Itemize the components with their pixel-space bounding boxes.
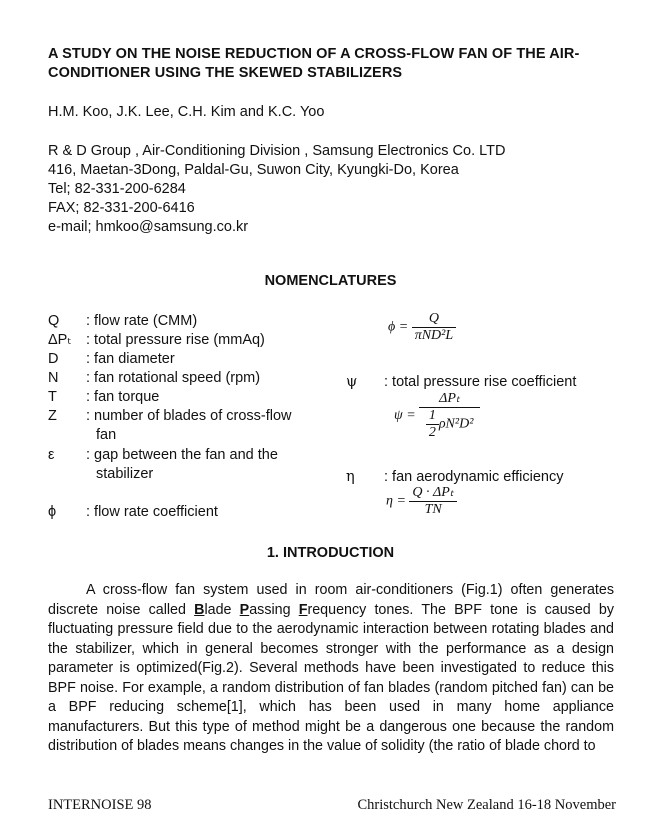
nom-desc: : number of blades of cross-flow xyxy=(86,408,292,424)
nom-desc: : total pressure rise coefficient xyxy=(384,374,577,390)
eta-numerator: Q · ΔPₜ xyxy=(409,485,457,502)
eta-formula xyxy=(386,485,457,518)
email-line: e-mail; hmkoo@samsung.co.kr xyxy=(48,219,249,235)
intro-text-lade: lade xyxy=(204,601,240,618)
intro-heading: 1. INTRODUCTION xyxy=(266,545,395,561)
intro-paragraph xyxy=(48,581,614,779)
eta-lhs: η = xyxy=(386,493,406,509)
intro-text-1: A cross-flow fan system used in room air-conditioners (Fig.1) often generates discrete noise called xyxy=(48,582,614,618)
nom-desc: : flow rate coefficient xyxy=(86,504,218,520)
nom-symbol: N xyxy=(48,370,59,386)
footer-conference: INTERNOISE 98 xyxy=(48,797,152,813)
nom-desc-cont: fan xyxy=(96,427,117,443)
nom-desc: : total pressure rise (mmAq) xyxy=(86,332,265,348)
nom-symbol: T xyxy=(48,389,57,405)
nom-symbol: D xyxy=(48,351,59,367)
psi-formula xyxy=(394,391,480,441)
half-denominator: 2 xyxy=(428,425,436,440)
eta-denominator: TN xyxy=(424,502,442,517)
phi-lhs: ϕ = xyxy=(388,319,409,335)
nom-desc: : fan diameter xyxy=(86,351,175,367)
phi-fraction xyxy=(412,311,456,344)
nom-desc: : fan aerodynamic efficiency xyxy=(384,469,564,485)
nom-symbol: Q xyxy=(48,313,60,329)
intro-text-2: requency tones. The BPF tone is caused by fluctuating pressure field due to the aerodynamic interaction between rotating blades and the stabilizer, which in general becomes stronger with the performance as a design parameter is optimized(Fig.2). Several methods have been investigated to reduce this BPF noise. For example, a random distribution of fan blades (random pitched fan) can be a BPF reducing scheme[1], which has been used in many home appliance manufacturers. But this type of method might be a dangerous one because the random distribution of blades means changes in the value of solidity (the ratio of blade chord to xyxy=(48,601,614,754)
nom-symbol: η xyxy=(346,469,355,485)
phi-formula xyxy=(388,311,456,344)
nom-symbol: ψ xyxy=(346,374,358,390)
fax-line: FAX; 82-331-200-6416 xyxy=(48,200,195,216)
phi-numerator: Q xyxy=(412,311,456,328)
nom-desc-cont: stabilizer xyxy=(96,466,154,482)
nom-desc: : gap between the fan and the xyxy=(86,447,278,463)
nom-symbol: ΔPₜ xyxy=(48,332,72,348)
nom-symbol: ε xyxy=(48,447,55,463)
psi-denominator-rest: ρN²D² xyxy=(438,416,474,432)
nom-symbol: ϕ xyxy=(48,504,57,520)
psi-denominator xyxy=(419,408,480,441)
half-numerator: 1 xyxy=(426,408,439,425)
psi-lhs: ψ = xyxy=(394,408,416,424)
phone-line: Tel; 82-331-200-6284 xyxy=(48,181,186,197)
psi-numerator: ΔPₜ xyxy=(419,391,480,408)
affiliation-line: R & D Group , Air-Conditioning Division , Samsung Electronics Co. LTD xyxy=(48,143,506,159)
nom-symbol: Z xyxy=(48,408,57,424)
intro-text-assing: assing xyxy=(249,601,299,618)
intro-acronym-p: P xyxy=(239,601,250,618)
nom-desc: : fan torque xyxy=(86,389,160,405)
paper-title: A STUDY ON THE NOISE REDUCTION OF A CROSS-FLOW FAN OF THE AIR-CONDITIONER USING THE SKEWED STABILIZERS xyxy=(48,46,580,81)
eta-fraction xyxy=(409,485,457,518)
address-line: 416, Maetan-3Dong, Paldal-Gu, Suwon City, Kyungki-Do, Korea xyxy=(48,162,459,178)
nomenclature-heading: NOMENCLATURES xyxy=(264,273,397,289)
nom-desc: : fan rotational speed (rpm) xyxy=(86,370,261,386)
psi-fraction xyxy=(419,391,480,441)
authors: H.M. Koo, J.K. Lee, C.H. Kim and K.C. Yoo xyxy=(48,104,325,120)
intro-acronym-f: F xyxy=(298,601,308,618)
half-fraction xyxy=(426,408,439,441)
phi-denominator: πND²L xyxy=(414,328,454,343)
affiliation-block xyxy=(48,142,505,237)
nom-desc: : flow rate (CMM) xyxy=(86,313,198,329)
intro-acronym-b: B xyxy=(194,601,205,618)
footer-location-date: Christchurch New Zealand 16-18 November xyxy=(357,797,616,813)
